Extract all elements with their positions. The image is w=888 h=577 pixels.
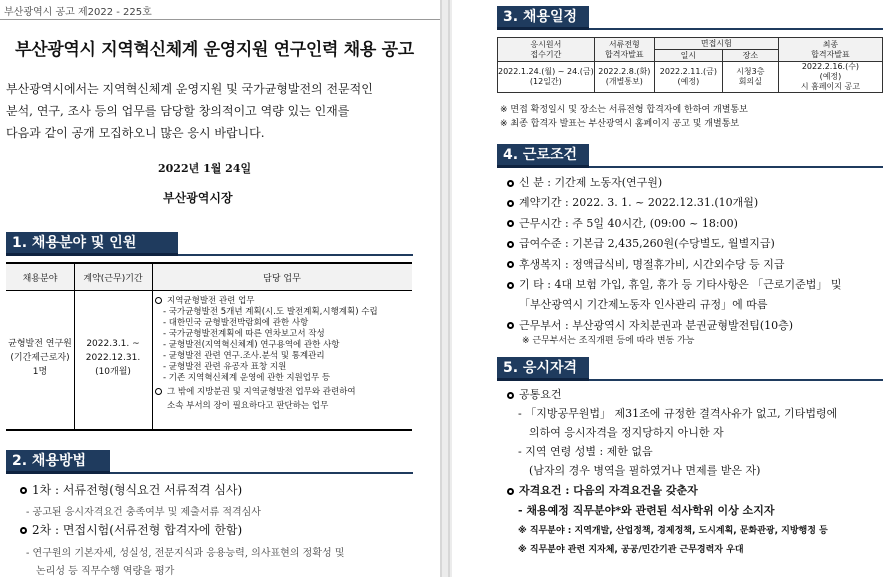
- bullet-circle-icon: [507, 392, 514, 399]
- notice-number: 부산광역시 공고 제2022 - 225호: [4, 7, 152, 18]
- duty-item: - 기존 지역혁신체계 운영에 관한 지원업무 등: [163, 373, 331, 383]
- apply-header-2: 접수기간: [530, 49, 562, 59]
- duty-extra-line-2: 소속 부서의 장이 필요하다고 판단하는 업무: [167, 401, 329, 411]
- final-status: (예정): [819, 72, 842, 81]
- duty-extra-line-1: 그 밖에 지방분권 및 지역균형발전 업무와 관련하여: [167, 387, 356, 397]
- table-row: [498, 62, 883, 93]
- condition-text: 기 타 : 4대 보험 가입, 휴일, 휴가 등 기타사항은 「근로기준법」 및: [519, 278, 842, 292]
- col-duty-header: 담당 업무: [263, 274, 301, 284]
- dept-note: ※ 근무부서는 조직개편 등에 따라 변동 가능: [522, 336, 695, 346]
- work-conditions-list: [507, 173, 842, 336]
- doc-header: [594, 38, 654, 62]
- duty-item: - 균형발전 관련 연구.조사.분석 및 통계관리: [163, 351, 325, 361]
- bullet-circle-icon: [155, 297, 162, 304]
- page-title: 부산광역시 지역혁신체계 운영지원 연구인력 채용 공고: [15, 40, 414, 60]
- section-4-header: [497, 144, 883, 168]
- schedule-note-1: ※ 면접 확정일시 및 장소는 서류전형 합격자에 한하여 개별통보: [500, 105, 748, 115]
- condition-text: 후생복지 : 정액급식비, 명절휴가비, 시간외수당 등 지급: [519, 257, 785, 271]
- interview-place-2: 회의실: [738, 77, 762, 86]
- common-requirements: [507, 386, 562, 402]
- date-header: 일시: [654, 50, 722, 62]
- final-header-1: 최종: [822, 39, 839, 49]
- step-2: [20, 521, 242, 538]
- schedule-note-2: ※ 최종 합격자 발표는 부산광역시 홈페이지 공고 및 개별통보: [500, 119, 740, 129]
- condition-text: 근무시간 : 주 5일 40시간, (09:00 ~ 18:00): [519, 216, 738, 230]
- col-field-header: 채용분야: [22, 274, 58, 284]
- field-cell: [6, 337, 74, 379]
- section-1-title: 1. 채용분야 및 인원: [12, 235, 137, 251]
- interview-status: (예정): [677, 77, 700, 86]
- step-2-note-1: - 연구원의 기본자세, 성실성, 전문지식과 응용능력, 의사표현의 정확성 및: [26, 548, 345, 559]
- schedule-table: [497, 37, 883, 93]
- bullet-circle-icon: [507, 282, 514, 289]
- condition-welfare: [507, 255, 842, 275]
- section-1-header: [6, 232, 413, 256]
- col-period-header: 계약(근무)기간: [83, 274, 143, 284]
- final-cell: [778, 62, 882, 93]
- period-cell: [74, 337, 152, 379]
- condition-text: 계약기간 : 2022. 3. 1. ~ 2022.12.31.(10개월): [519, 196, 759, 210]
- bullet-circle-icon: [20, 487, 27, 494]
- bullet-circle-icon: [507, 488, 514, 495]
- notice-date: 2022년 1월 24일: [158, 162, 252, 175]
- section-3-title: 3. 채용일정: [503, 9, 578, 25]
- field-note: ※ 직무분야 : 지역개발, 산업정책, 경제정책, 도시계획, 문화관광, 지방행정 등: [518, 526, 828, 536]
- section-5-title: 5. 응시자격: [503, 360, 578, 376]
- common-requirements-label: 공통요건: [519, 388, 562, 401]
- period-end: 2022.12.31.: [85, 353, 141, 363]
- final-date: 2022.2.16.(수): [801, 62, 860, 71]
- step-1: [20, 481, 242, 498]
- common-line-4: (남자의 경우 병역을 필하였거나 면제를 받은 자): [529, 464, 761, 477]
- table-col-divider-2: [152, 264, 153, 429]
- duty-item: - 대한민국 균형발전박람회에 관한 사항: [163, 318, 309, 328]
- duty-item: - 국가균형발전계획에 따른 연차보고서 작성: [163, 329, 325, 339]
- condition-hours: [507, 214, 842, 234]
- interview-header: 면접시험: [654, 38, 778, 50]
- doc-date: 2022.2.8.(화): [598, 67, 651, 76]
- table-header-row: [6, 264, 412, 290]
- doc-header-1: 서류전형: [608, 39, 640, 49]
- common-line-1: - 「지방공무원법」 제31조에 규정한 결격사유가 없고, 기타법령에: [518, 407, 838, 420]
- condition-status: [507, 173, 842, 193]
- duty-item: - 균형발전(지역혁신체계) 연구용역에 관한 사항: [163, 340, 340, 350]
- bullet-circle-icon: [507, 220, 514, 227]
- bullet-circle-icon: [507, 241, 514, 248]
- bullet-circle-icon: [507, 200, 514, 207]
- field-count: 1명: [32, 367, 48, 377]
- bullet-circle-icon: [507, 261, 514, 268]
- condition-text: 신 분 : 기간제 노동자(연구원): [519, 176, 663, 189]
- table-bottom-border: [6, 429, 412, 431]
- period-start: 2022.3.1. ~: [86, 339, 140, 349]
- left-page: [0, 0, 440, 577]
- condition-etc-continued: 「부산광역시 기간제노동자 인사관리 규정」에 따름: [519, 298, 768, 312]
- intro-line-3: 다음과 같이 공개 모집하오니 많은 응시 바랍니다.: [6, 126, 265, 140]
- qualification-label: 자격요건 : 다음의 자격요건을 갖춘자: [519, 484, 698, 497]
- bullet-circle-icon: [507, 180, 514, 187]
- header-divider: [0, 19, 440, 20]
- step-1-text: 1차 : 서류전형(형식요건 서류적격 심사): [32, 483, 243, 497]
- qualification-line: - 채용예정 직무분야*와 관련된 석사학위 이상 소지자: [518, 504, 775, 517]
- apply-date: 2022.1.24.(월) ~ 24.(금): [498, 67, 594, 76]
- period-length: (10개월): [95, 367, 131, 377]
- page-separator-right: [448, 0, 450, 577]
- field-name: 균형발전 연구원: [8, 339, 72, 349]
- step-1-note: - 공고된 응시자격요건 충족여부 및 제출서류 적격심사: [26, 507, 261, 518]
- condition-text: 근무부서 : 부산광역시 자치분권과 분권균형발전팀(10층): [519, 318, 794, 332]
- section-4-title: 4. 근로조건: [503, 147, 578, 163]
- duty-item: - 국가균형발전 5개년 계획(시.도 발전계획,시행계획) 수립: [163, 307, 378, 317]
- section-2-header: [6, 450, 413, 474]
- interview-place-1: 시청3층: [736, 67, 765, 76]
- common-line-2: 의하여 응시자격을 정지당하지 아니한 자: [529, 426, 724, 439]
- signer: 부산광역시장: [163, 191, 233, 205]
- place-cell: [722, 62, 778, 93]
- condition-salary: [507, 234, 842, 254]
- bullet-circle-icon: [20, 527, 27, 534]
- final-method: 시 홈페이지 공고: [800, 82, 861, 91]
- doc-header-2: 합격자발표: [605, 49, 644, 59]
- intro-line-1: 부산광역시에서는 지역혁신체계 운영지원 및 국가균형발전의 전문적인: [6, 82, 373, 96]
- apply-days: (12일간): [529, 77, 562, 86]
- step-2-text: 2차 : 면접시험(서류전형 합격자에 한함): [32, 523, 243, 537]
- intro-line-2: 분석, 연구, 조사 등의 업무를 담당할 창의적이고 역량 있는 인재를: [6, 104, 350, 118]
- section-2-title: 2. 채용방법: [12, 453, 87, 469]
- apply-header: [498, 38, 595, 62]
- interview-date: 2022.2.11.(금): [659, 67, 717, 76]
- doc-cell: [594, 62, 654, 93]
- apply-cell: [498, 62, 595, 93]
- common-line-3: - 지역 연령 성별 : 제한 없음: [518, 445, 653, 458]
- step-2-note-2: 논리성 등 직무수행 역량을 평가: [36, 566, 175, 577]
- qualification-requirements: [507, 482, 698, 498]
- duty-cell: [155, 296, 378, 412]
- condition-etc: [507, 275, 842, 295]
- field-type: (기간제근로자): [10, 353, 70, 363]
- duty-heading: 지역균형발전 관련 업무: [167, 296, 255, 306]
- right-page: [452, 0, 888, 577]
- place-header: 장소: [722, 50, 778, 62]
- preference-note: ※ 직무분야 관련 지자체, 공공/민간기관 근무경력자 우대: [518, 545, 744, 555]
- table-header-bottom: [6, 290, 412, 291]
- table-header-row: [498, 38, 883, 50]
- condition-text: 급여수준 : 기본급 2,435,260원(수당별도, 월별지급): [519, 237, 775, 251]
- bullet-circle-icon: [155, 388, 162, 395]
- date-cell: [654, 62, 722, 93]
- condition-period: [507, 193, 842, 213]
- doc-notice: (개별통보): [605, 77, 643, 86]
- final-header: [778, 38, 882, 62]
- page-separator-left: [440, 0, 442, 577]
- duty-item: - 균형발전 관련 유공자 표창 지원: [163, 362, 287, 372]
- bullet-circle-icon: [507, 322, 514, 329]
- final-header-2: 합격자발표: [811, 49, 850, 59]
- section-5-header: [497, 357, 883, 381]
- section-3-header: [497, 6, 883, 30]
- apply-header-1: 응시원서: [530, 39, 562, 49]
